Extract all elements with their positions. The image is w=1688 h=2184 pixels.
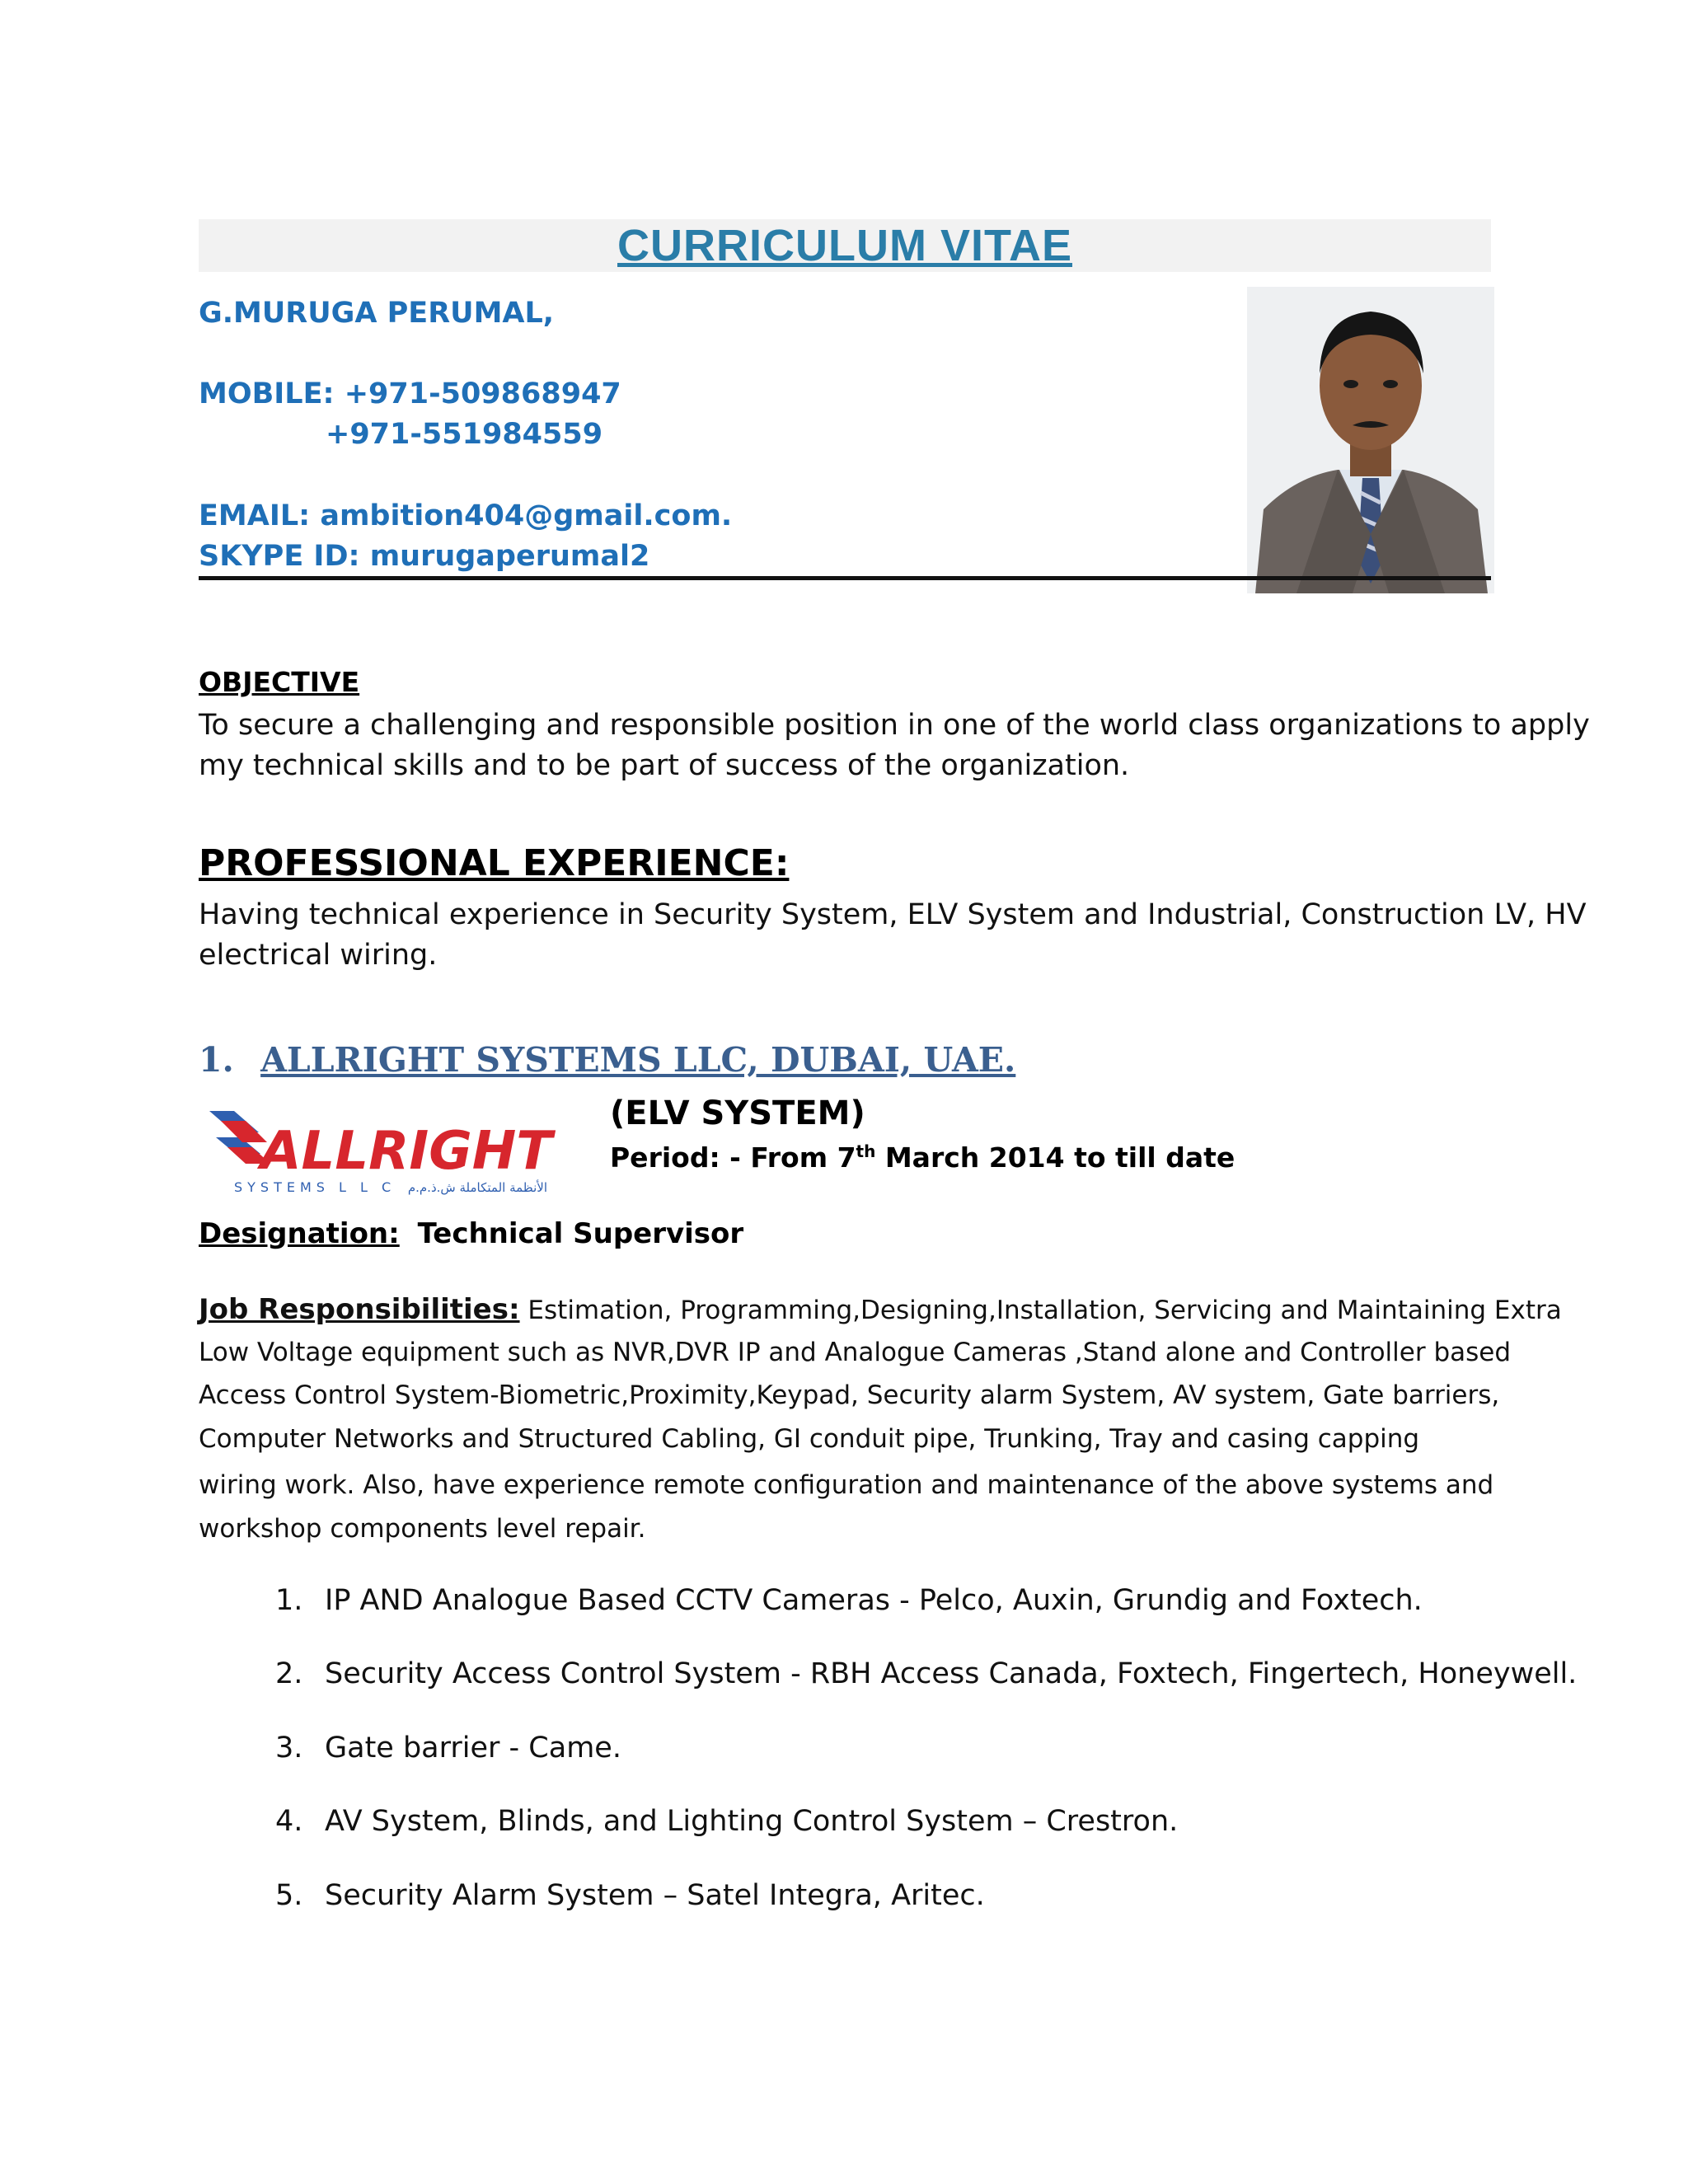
list-item-text: Security Access Control System - RBH Access Canada, Foxtech, Fingertech, Honeywell.: [325, 1657, 1578, 1690]
list-item-number: 5.: [275, 1879, 303, 1912]
responsibilities-line-3: Access Control System-Biometric,Proximity,Keypad, Security alarm System, AV system, Gate barriers,: [199, 1380, 1500, 1410]
skype-label: SKYPE ID:: [199, 540, 360, 573]
page-title: CURRICULUM VITAE: [617, 221, 1072, 270]
responsibilities-text-1: Estimation, Programming,Designing,Installation, Servicing and Maintaining Extra: [528, 1296, 1562, 1325]
email-label: EMAIL:: [199, 499, 311, 532]
responsibilities-line-6: workshop components level repair.: [199, 1514, 646, 1544]
list-item-text: IP AND Analogue Based CCTV Cameras - Pelco, Auxin, Grundig and Foxtech.: [325, 1584, 1423, 1617]
candidate-name: G.MURUGA PERUMAL,: [199, 297, 555, 330]
list-item-text: Security Alarm System – Satel Integra, Aritec.: [325, 1879, 985, 1912]
objective-line-1: To secure a challenging and responsible position in one of the world class organizations to apply: [199, 709, 1590, 742]
experience-line-1: Having technical experience in Security System, ELV System and Industrial, Construction LV, HV: [199, 898, 1587, 931]
responsibilities-line-2: Low Voltage equipment such as NVR,DVR IP and Analogue Cameras ,Stand alone and Controller based: [199, 1338, 1512, 1367]
responsibilities-label: Job Responsibilities:: [199, 1293, 520, 1326]
responsibilities-line-5: wiring work. Also, have experience remote configuration and maintenance of the above systems and: [199, 1470, 1494, 1500]
list-item: [275, 1879, 985, 1912]
list-item: [275, 1657, 1577, 1690]
experience-line-2: electrical wiring.: [199, 939, 438, 972]
logo-wordmark: ALLRIGHT: [260, 1121, 552, 1182]
system-list: [275, 0, 1578, 1978]
designation-label: Designation:: [199, 1217, 400, 1250]
mobile-number-2: +971-551984559: [326, 418, 603, 451]
skype-id: murugaperumal2: [369, 540, 650, 573]
company-name: ALLRIGHT SYSTEMS LLC, DUBAI, UAE.: [260, 1040, 1016, 1080]
responsibilities-line-4: Computer Networks and Structured Cabling, GI conduit pipe, Trunking, Tray and casing capping: [199, 1424, 1420, 1454]
list-item-number: 2.: [275, 1657, 303, 1690]
list-item-text: Gate barrier - Came.: [325, 1732, 621, 1765]
objective-line-2: my technical skills and to be part of success of the organization.: [199, 749, 1130, 782]
email-address: ambition404@gmail.com.: [320, 499, 733, 532]
list-item-text: AV System, Blinds, and Lighting Control System – Crestron.: [325, 1805, 1179, 1838]
logo-subtext: SYSTEMS L L C: [234, 1179, 396, 1195]
company-number: 1.: [199, 1040, 234, 1080]
list-item-number: 3.: [275, 1732, 303, 1765]
experience-heading: PROFESSIONAL EXPERIENCE:: [199, 842, 790, 884]
list-item: [275, 1584, 1423, 1617]
mobile-label: MOBILE:: [199, 377, 335, 410]
division: (ELV SYSTEM): [610, 1094, 865, 1132]
logo-arabic: الأنظمة المتكاملة ش.ذ.م.م: [407, 1180, 547, 1195]
period-suffix: March 2014 to till date: [875, 1141, 1236, 1174]
list-item-number: 4.: [275, 1805, 303, 1838]
designation-value: Technical Supervisor: [417, 1217, 744, 1250]
objective-heading: OBJECTIVE: [199, 666, 360, 698]
list-item: [275, 1805, 1178, 1838]
period-prefix: Period: - From 7: [610, 1141, 856, 1174]
list-item-number: 1.: [275, 1584, 303, 1617]
period-sup: th: [856, 1141, 876, 1161]
mobile-number-1: +971-509868947: [344, 377, 621, 410]
list-item: [275, 1732, 621, 1765]
